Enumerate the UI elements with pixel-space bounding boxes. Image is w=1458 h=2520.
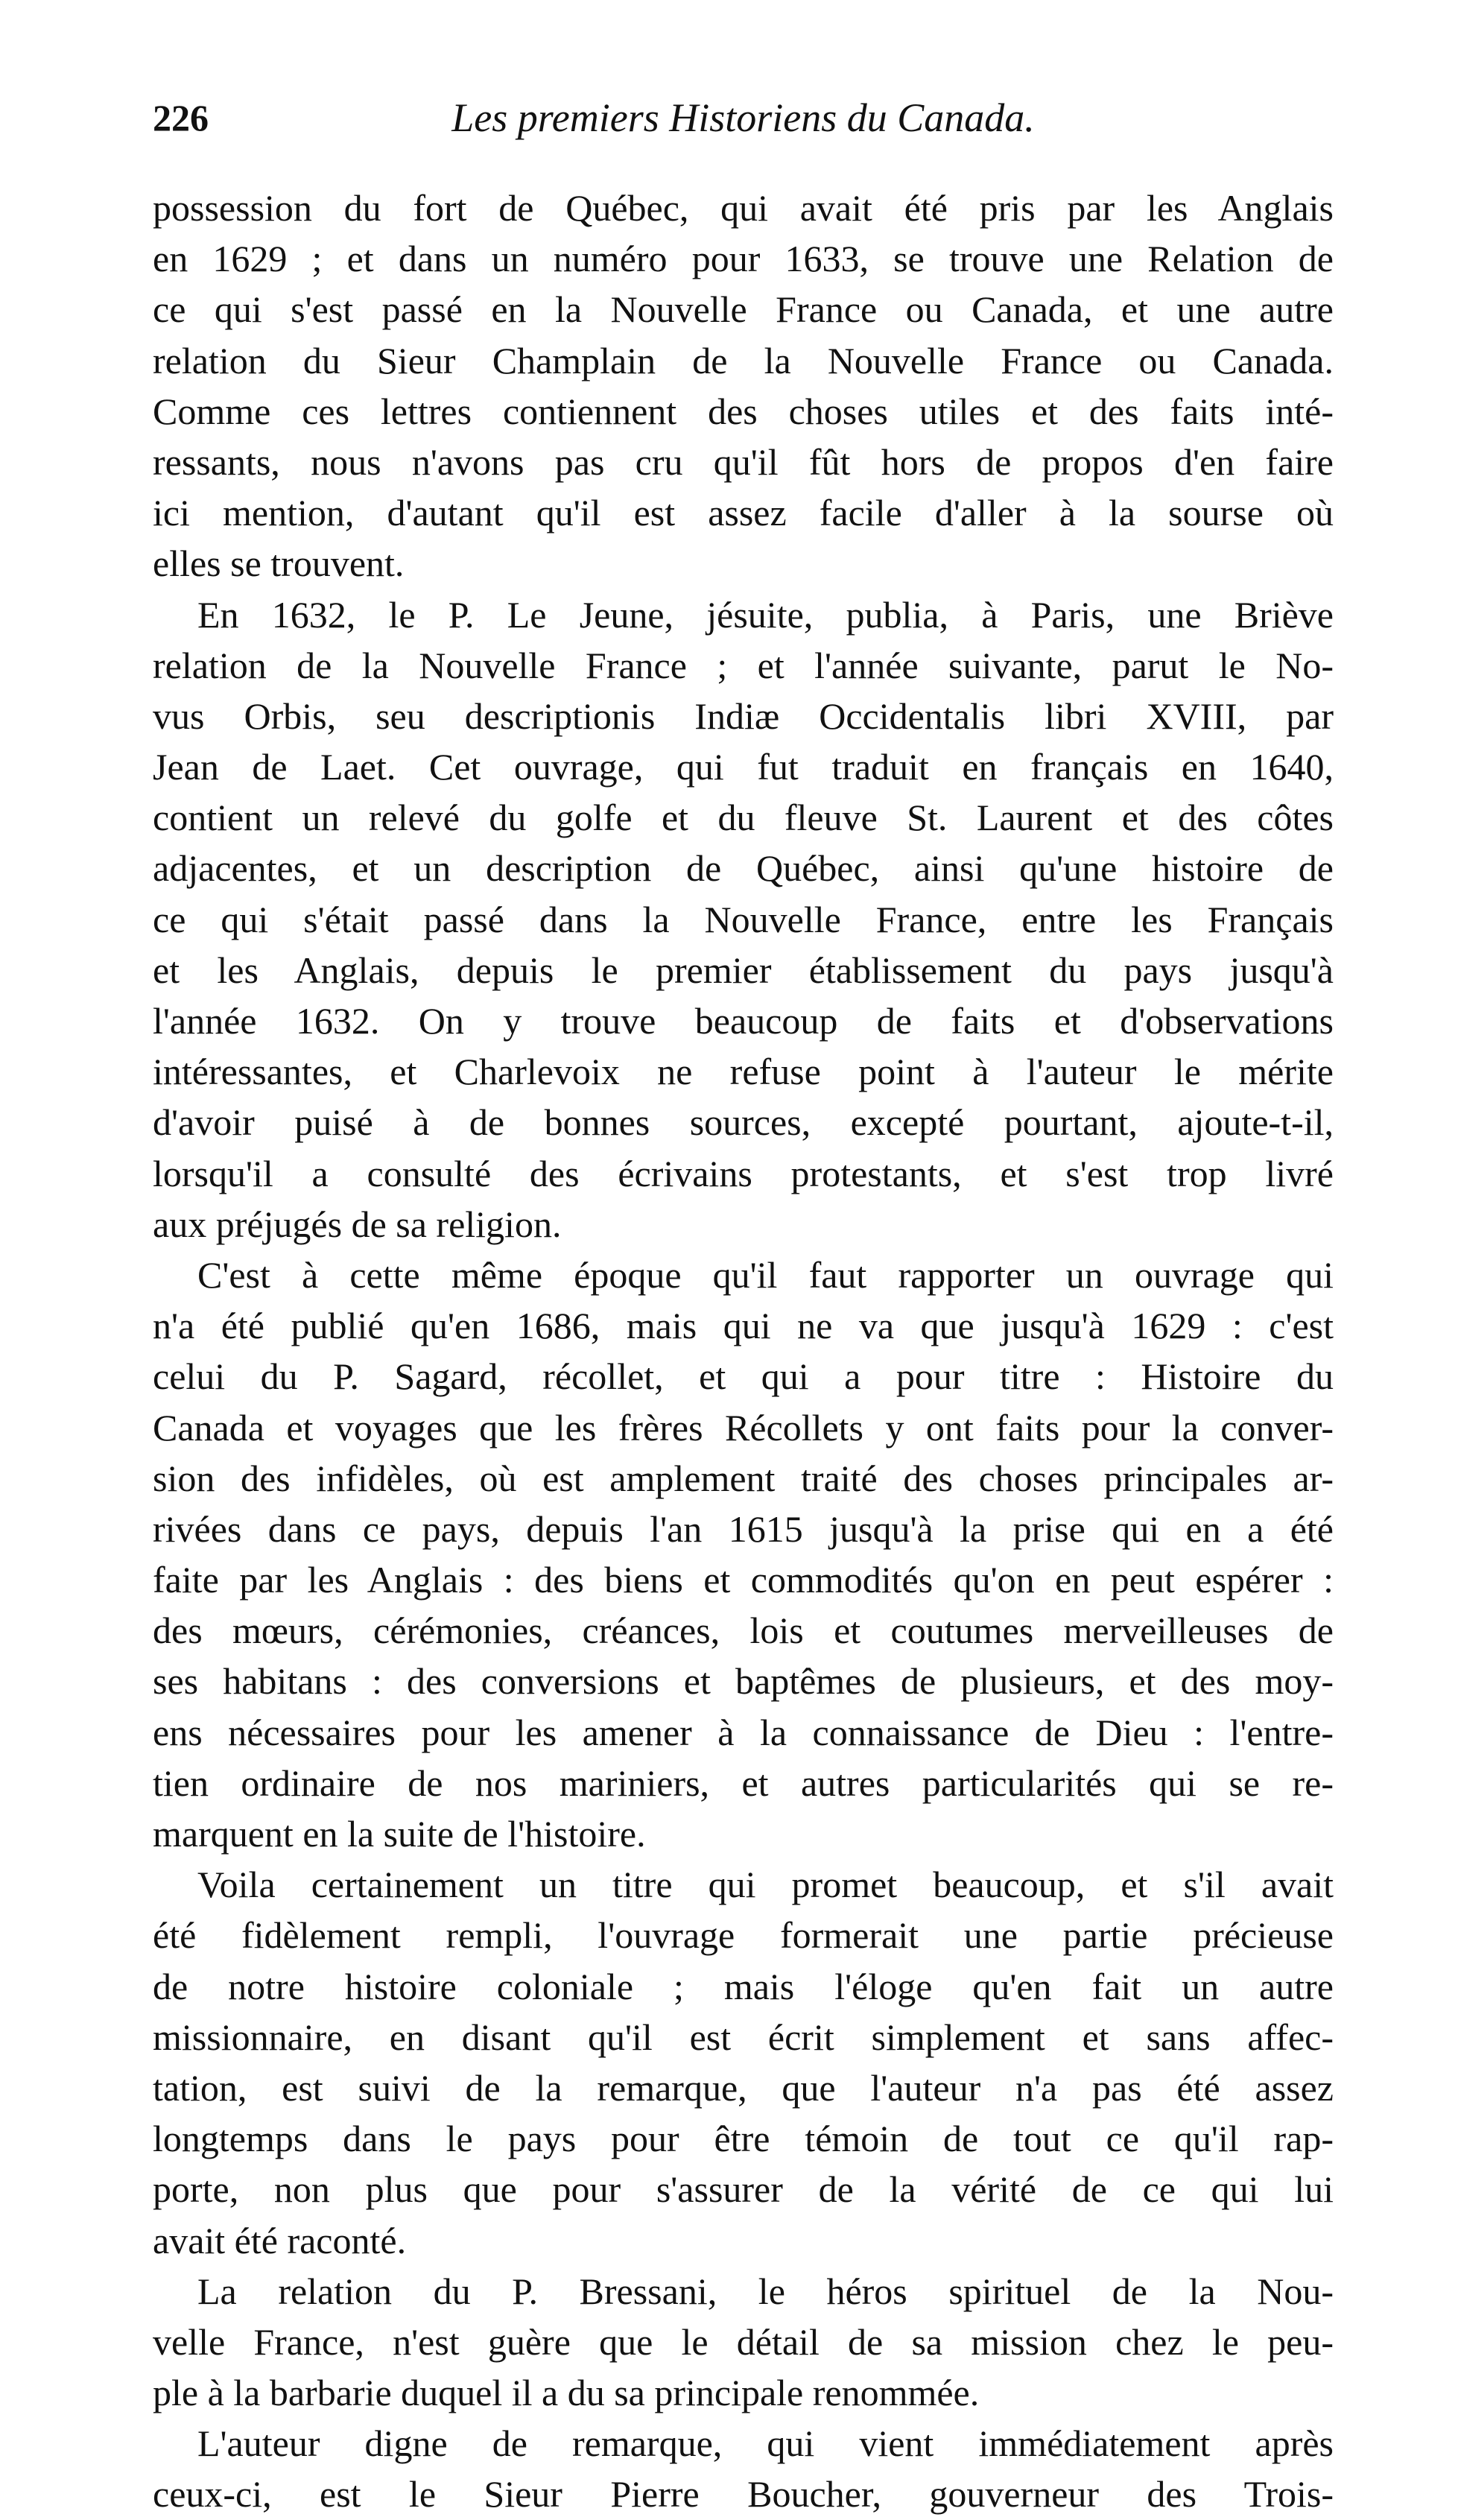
text-line: ple à la barbarie duquel il a du sa principale renommée. <box>153 2372 980 2414</box>
text-line: avait été raconté. <box>153 2219 407 2261</box>
text-line: des mœurs, cérémonies, créances, lois et coutumes merveilleuses de <box>153 1609 1334 1652</box>
text-line: en 1629 ; et dans un numéro pour 1633, se trouve une Relation de <box>153 238 1334 280</box>
text-line: Voila certainement un titre qui promet beaucoup, et s'il avait <box>197 1864 1334 1906</box>
text-line: lorsqu'il a consulté des écrivains protestants, et s'est trop livré <box>153 1152 1334 1194</box>
text-line: ens nécessaires pour les amener à la connaissance de Dieu : l'entre- <box>153 1711 1334 1753</box>
text-line: intéressantes, et Charlevoix ne refuse point à l'auteur le mérite <box>153 1051 1334 1093</box>
running-title: Les premiers Historiens du Canada. <box>451 95 1035 140</box>
text-line: elles se trouvent. <box>153 542 405 585</box>
text-line: ressants, nous n'avons pas cru qu'il fût hors de propos d'en faire <box>153 440 1334 483</box>
text-line: Jean de Laet. Cet ouvrage, qui fut traduit en français en 1640, <box>153 746 1334 788</box>
text-line: ici mention, d'autant qu'il est assez facile d'aller à la sourse où <box>153 492 1334 534</box>
text-line: ce qui s'est passé en la Nouvelle France ou Canada, et une autre <box>153 288 1334 331</box>
page-number: 226 <box>153 97 209 139</box>
text-line: de notre histoire coloniale ; mais l'éloge qu'en fait un autre <box>153 1965 1334 2007</box>
text-line: contient un relevé du golfe et du fleuve St. Laurent et des côtes <box>153 797 1334 839</box>
text-line: La relation du P. Bressani, le héros spirituel de la Nou- <box>197 2270 1334 2312</box>
text-line: ceux-ci, est le Sieur Pierre Boucher, gouverneur des Trois- <box>153 2473 1334 2516</box>
text-line: vus Orbis, seu descriptionis Indiæ Occidentalis libri XVIII, par <box>153 694 1334 737</box>
text-line: L'auteur digne de remarque, qui vient immédiatement après <box>197 2422 1334 2465</box>
text-line: rivées dans ce pays, depuis l'an 1615 jusqu'à la prise qui en a été <box>153 1507 1334 1550</box>
text-line: porte, non plus que pour s'assurer de la vérité de ce qui lui <box>153 2168 1334 2211</box>
text-line: relation du Sieur Champlain de la Nouvelle France ou Canada. <box>153 339 1334 382</box>
text-line: été fidèlement rempli, l'ouvrage formerait une partie précieuse <box>153 1914 1334 1957</box>
text-line: possession du fort de Québec, qui avait été pris par les Anglais <box>153 187 1334 229</box>
text-line: Canada et voyages que les frères Récollets y ont faits pour la conver- <box>153 1406 1334 1449</box>
text-line: longtemps dans le pays pour être témoin de tout ce qu'il rap- <box>153 2118 1334 2160</box>
text-line: faite par les Anglais : des biens et commodités qu'on en peut espérer : <box>153 1559 1334 1601</box>
page-header <box>153 88 1334 148</box>
text-line: ce qui s'était passé dans la Nouvelle France, entre les Français <box>153 898 1334 940</box>
text-line: n'a été publié qu'en 1686, mais qui ne va que jusqu'à 1629 : c'est <box>153 1305 1334 1347</box>
text-line: ses habitans : des conversions et baptêmes de plusieurs, et des moy- <box>153 1660 1334 1703</box>
text-line: adjacentes, et un description de Québec, ainsi qu'une histoire de <box>153 847 1334 890</box>
text-line: C'est à cette même époque qu'il faut rapporter un ouvrage qui <box>197 1253 1334 1296</box>
text-line: missionnaire, en disant qu'il est écrit simplement et sans affec- <box>153 2016 1334 2058</box>
text-line: tation, est suivi de la remarque, que l'auteur n'a pas été assez <box>153 2066 1334 2109</box>
text-line: Comme ces lettres contiennent des choses utiles et des faits inté- <box>153 390 1334 432</box>
text-line: velle France, n'est guère que le détail de sa mission chez le peu- <box>153 2320 1334 2363</box>
text-line: tien ordinaire de nos mariniers, et autres particularités qui se re- <box>153 1761 1334 1804</box>
text-line: et les Anglais, depuis le premier établissement du pays jusqu'à <box>153 949 1334 991</box>
text-line: relation de la Nouvelle France ; et l'année suivante, parut le No- <box>153 644 1334 686</box>
text-line: marquent en la suite de l'histoire. <box>153 1813 646 1855</box>
text-line: d'avoir puisé à de bonnes sources, excepté pourtant, ajoute-t-il, <box>153 1101 1334 1144</box>
text-line: aux préjugés de sa religion. <box>153 1203 562 1245</box>
text-line: En 1632, le P. Le Jeune, jésuite, publia, à Paris, une Briève <box>197 593 1334 636</box>
text-line: celui du P. Sagard, récollet, et qui a pour titre : Histoire du <box>153 1355 1334 1398</box>
text-line: sion des infidèles, où est amplement traité des choses principales ar- <box>153 1457 1334 1499</box>
text-line: l'année 1632. On y trouve beaucoup de faits et d'observations <box>153 1000 1334 1042</box>
page-body <box>153 183 1334 2520</box>
